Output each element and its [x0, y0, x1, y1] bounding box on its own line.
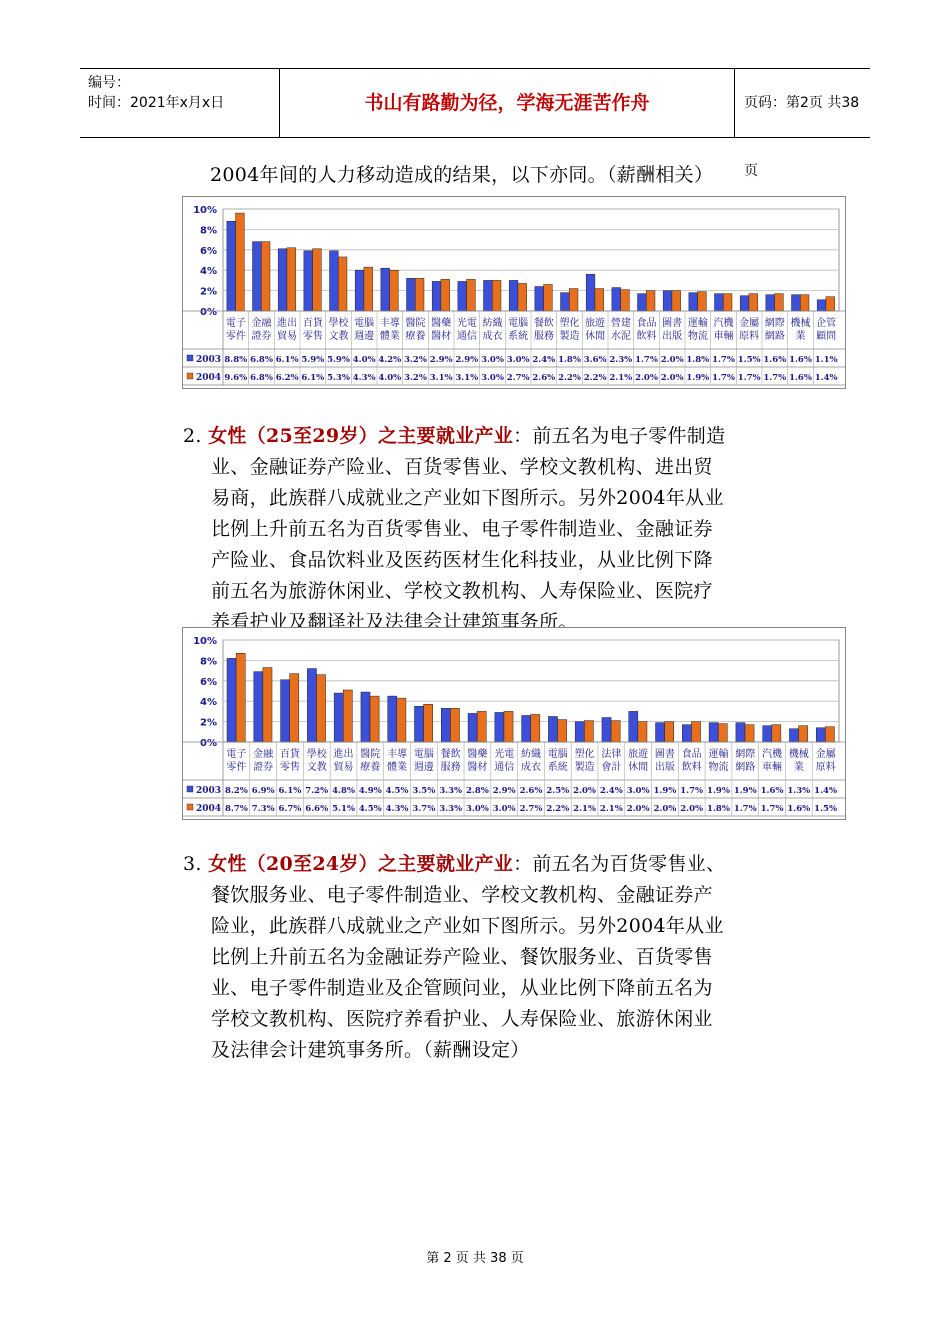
- data-label: 5.3%: [327, 373, 350, 383]
- bar-2003: [736, 723, 745, 742]
- header-motto: 书山有路勤为径，学海无涯苦作舟: [280, 69, 735, 137]
- data-label: 4.3%: [352, 373, 376, 383]
- bar-2004: [691, 722, 700, 742]
- bar-2003: [766, 295, 775, 311]
- bar-2004: [665, 722, 674, 742]
- legend-label: 2003: [196, 355, 222, 365]
- data-label: 3.2%: [404, 355, 427, 365]
- y-tick-label: 10%: [193, 636, 217, 647]
- data-label: 9.6%: [224, 373, 248, 383]
- bar-2004: [338, 257, 347, 311]
- data-label: 1.6%: [760, 786, 784, 796]
- bar-2004: [672, 291, 681, 311]
- header-time-label: 时间：2021年x月x日: [88, 95, 225, 111]
- data-label: 3.3%: [439, 786, 463, 796]
- data-label: 3.5%: [412, 786, 436, 796]
- bar-2004: [492, 280, 501, 311]
- bar-2003: [281, 680, 290, 742]
- data-label: 1.9%: [653, 786, 677, 796]
- x-tick-label: 電腦週邊: [413, 749, 434, 773]
- y-tick-label: 4%: [200, 697, 217, 709]
- section-2-line-1: [183, 421, 833, 452]
- section-2-line-6: 前五名为旅游休闲业、学校文教机构、人寿保险业、医院疗: [211, 580, 713, 602]
- data-label: 1.7%: [760, 804, 784, 814]
- bar-2004: [718, 724, 727, 742]
- x-tick-label: 金融證券: [253, 749, 274, 773]
- y-tick-label: 8%: [200, 656, 217, 668]
- bar-2003: [307, 669, 316, 742]
- x-tick-label: 電腦系統: [547, 749, 568, 773]
- bar-2003: [468, 713, 477, 742]
- x-tick-label: 金屬原料: [815, 749, 836, 773]
- bar-2004: [236, 213, 245, 311]
- x-tick-label: 學校文教: [328, 318, 349, 342]
- bar-2003: [509, 280, 518, 311]
- data-label: 1.7%: [737, 373, 761, 383]
- section-2-title: 女性（25至29岁）之主要就业产业: [208, 425, 514, 447]
- bar-2003: [763, 726, 772, 742]
- data-label: 3.0%: [481, 355, 504, 365]
- data-label: 1.6%: [787, 804, 811, 814]
- header-number-label: 编号：: [88, 75, 130, 91]
- x-tick-label: 光電通信: [456, 318, 477, 342]
- data-label: 6.1%: [278, 786, 302, 796]
- bar-2003: [548, 717, 557, 743]
- bar-2004: [595, 289, 604, 311]
- bar-2003: [789, 729, 798, 742]
- data-label: 1.6%: [789, 373, 812, 383]
- data-label: 4.3%: [385, 804, 409, 814]
- bar-2004: [799, 726, 808, 742]
- data-label: 2.0%: [680, 804, 704, 814]
- header-meta: [80, 69, 280, 137]
- y-tick-label: 10%: [193, 205, 217, 216]
- bar-2004: [415, 278, 424, 311]
- data-label: 2.1%: [573, 804, 597, 814]
- bar-2003: [535, 287, 544, 311]
- section-3: [183, 849, 833, 1066]
- bar-2004: [450, 708, 459, 742]
- data-label: 8.2%: [224, 786, 248, 796]
- bar-2004: [825, 727, 834, 742]
- section-2-line-3: 易商，此族群八成就业之产业如下图所示。另外2004年从业: [211, 487, 724, 509]
- legend-key-2004: [187, 804, 193, 810]
- data-label: 1.8%: [558, 355, 581, 365]
- data-label: 2.7%: [519, 804, 543, 814]
- bar-2004: [397, 698, 406, 742]
- bar-2003: [254, 672, 263, 742]
- x-tick-label: 運輸物流: [687, 318, 708, 342]
- legend-key-2004: [187, 373, 193, 379]
- bar-2004: [826, 297, 835, 311]
- bar-2004: [390, 270, 399, 311]
- bar-2003: [441, 708, 450, 742]
- section-2-number: 2.: [183, 425, 202, 447]
- data-label: 4.8%: [332, 786, 355, 796]
- bar-2003: [361, 692, 370, 742]
- bar-2003: [484, 280, 493, 311]
- data-label: 2.8%: [465, 786, 489, 796]
- bar-2004: [441, 279, 450, 311]
- bar-2003: [522, 715, 531, 742]
- bar-2003: [629, 711, 638, 742]
- x-tick-label: 金融證券: [251, 318, 272, 342]
- data-label: 4.5%: [358, 804, 382, 814]
- data-label: 2.0%: [573, 786, 597, 796]
- data-label: 3.7%: [412, 804, 436, 814]
- data-label: 6.8%: [250, 373, 273, 383]
- data-label: 3.1%: [429, 373, 453, 383]
- data-label: 2.0%: [653, 804, 677, 814]
- data-label: 3.0%: [481, 373, 504, 383]
- section-2-line-4: 比例上升前五名为百货零售业、电子零件制造业、金融证券: [211, 518, 713, 540]
- y-tick-label: 2%: [200, 717, 217, 729]
- x-tick-label: 醫院療養: [405, 318, 426, 342]
- x-tick-label: 旅遊休閒: [628, 749, 649, 773]
- data-label: 1.7%: [733, 804, 757, 814]
- bar-2003: [304, 251, 313, 311]
- y-tick-label: 4%: [200, 266, 217, 278]
- bar-2003: [227, 658, 236, 742]
- bar-2003: [388, 696, 397, 742]
- data-label: 2.9%: [492, 786, 516, 796]
- data-label: 6.7%: [278, 804, 302, 814]
- data-label: 2.9%: [455, 355, 479, 365]
- x-tick-label: 運輸物流: [708, 749, 729, 773]
- y-tick-label: 0%: [200, 307, 217, 318]
- bar-2004: [638, 722, 647, 742]
- data-label: 2.3%: [609, 355, 633, 365]
- data-label: 3.6%: [583, 355, 607, 365]
- bar-2003: [575, 722, 584, 742]
- data-label: 1.7%: [635, 355, 658, 365]
- data-label: 1.8%: [686, 355, 710, 365]
- section-3-line-5: 业、电子零件制造业及企管顾问业，从业比例下降前五名为: [211, 977, 713, 999]
- y-tick-label: 6%: [200, 245, 217, 257]
- bar-2004: [544, 284, 553, 311]
- section-3-line-1: [183, 849, 833, 880]
- x-tick-label: 丰導體業: [379, 318, 400, 342]
- section-2-line-2: 业、金融证券产险业、百货零售业、学校文教机构、进出贸: [211, 456, 713, 478]
- section-3-line-3: 险业，此族群八成就业之产业如下图所示。另外2004年从业: [211, 915, 724, 937]
- bar-2003: [253, 242, 262, 311]
- bar-2003: [715, 294, 724, 311]
- bar-2003: [682, 725, 691, 742]
- bar-2004: [477, 711, 486, 742]
- data-label: 3.0%: [465, 804, 489, 814]
- data-label: 1.4%: [814, 786, 838, 796]
- bar-2004: [646, 291, 655, 311]
- section-3-body-1: ：前五名为百货零售业、: [513, 853, 726, 875]
- x-tick-label: 汽機車輛: [713, 318, 734, 342]
- bar-2004: [313, 249, 322, 311]
- x-tick-label: 百貨零售: [302, 318, 323, 342]
- legend-label: 2003: [196, 786, 222, 796]
- data-label: 7.2%: [305, 786, 329, 796]
- data-label: 5.1%: [332, 804, 355, 814]
- y-tick-label: 0%: [200, 738, 217, 749]
- bar-2004: [518, 283, 527, 311]
- chart-1: [182, 196, 846, 389]
- bar-2004: [558, 720, 567, 742]
- data-label: 6.2%: [275, 373, 299, 383]
- data-label: 5.9%: [301, 355, 325, 365]
- bar-2004: [531, 714, 540, 742]
- data-label: 8.7%: [224, 804, 248, 814]
- data-label: 2.9%: [429, 355, 453, 365]
- data-label: 3.3%: [439, 804, 463, 814]
- bar-2004: [467, 279, 476, 311]
- bar-2003: [586, 274, 595, 311]
- bar-2003: [355, 270, 364, 311]
- data-label: 7.3%: [251, 804, 275, 814]
- data-label: 2.1%: [609, 373, 633, 383]
- bar-2004: [698, 292, 707, 311]
- data-label: 1.7%: [712, 373, 735, 383]
- bar-2003: [495, 712, 504, 742]
- data-label: 4.2%: [378, 355, 402, 365]
- data-label: 2.4%: [599, 786, 623, 796]
- bar-2004: [424, 704, 433, 742]
- data-label: 1.5%: [814, 804, 838, 814]
- x-tick-label: 企管顧問: [816, 318, 837, 342]
- bar-2004: [745, 725, 754, 742]
- data-label: 4.9%: [358, 786, 382, 796]
- legend-key-2003: [187, 786, 193, 792]
- x-tick-label: 進出貿易: [277, 318, 298, 342]
- intro-line: 2004年间的人力移动造成的结果，以下亦同。（薪酬相关）: [210, 164, 714, 186]
- bar-2003: [407, 278, 416, 311]
- bar-2003: [816, 728, 825, 742]
- bar-2003: [381, 268, 390, 311]
- bar-2003: [663, 291, 672, 311]
- y-tick-label: 2%: [200, 286, 217, 298]
- data-label: 2.0%: [635, 373, 658, 383]
- legend-label: 2004: [196, 373, 222, 383]
- data-label: 3.1%: [455, 373, 479, 383]
- x-tick-label: 塑化製造: [574, 749, 595, 773]
- x-tick-label: 網際網路: [735, 749, 756, 773]
- data-label: 2.5%: [546, 786, 570, 796]
- data-label: 6.8%: [250, 355, 273, 365]
- data-label: 2.0%: [660, 355, 684, 365]
- x-tick-label: 電子零件: [225, 318, 246, 342]
- x-tick-label: 旅遊休閒: [585, 318, 606, 342]
- x-tick-label: 紡織成衣: [482, 318, 503, 342]
- bar-2003: [227, 221, 236, 311]
- x-tick-label: 百貨零售: [279, 749, 300, 773]
- bar-2003: [278, 249, 287, 311]
- x-tick-label: 營建水泥: [610, 318, 631, 342]
- x-tick-label: 餐飲服務: [440, 749, 461, 773]
- data-label: 4.5%: [385, 786, 409, 796]
- bar-2003: [602, 718, 611, 742]
- bar-2003: [817, 300, 826, 311]
- bar-2004: [236, 653, 245, 742]
- bar-2004: [287, 248, 296, 311]
- bar-2003: [740, 296, 749, 311]
- bar-2004: [611, 721, 620, 742]
- data-label: 3.0%: [492, 804, 516, 814]
- x-tick-label: 圖書出版: [654, 749, 675, 773]
- x-tick-label: 光電通信: [494, 749, 515, 773]
- data-label: 2.6%: [519, 786, 543, 796]
- bar-2004: [263, 668, 272, 742]
- y-tick-label: 8%: [200, 225, 217, 237]
- bar-2003: [561, 293, 570, 311]
- bar-2004: [364, 267, 373, 311]
- data-label: 1.5%: [737, 355, 761, 365]
- bar-2003: [458, 281, 467, 311]
- data-label: 3.0%: [506, 355, 530, 365]
- data-label: 5.9%: [327, 355, 350, 365]
- bar-2003: [689, 293, 698, 311]
- bar-2004: [775, 294, 784, 311]
- data-label: 2.2%: [583, 373, 607, 383]
- bar-2004: [569, 289, 578, 311]
- legend-key-2003: [187, 355, 193, 361]
- data-label: 1.7%: [680, 786, 704, 796]
- x-tick-label: 金屬原料: [739, 318, 760, 342]
- x-tick-label: 醫藥醫材: [431, 318, 452, 342]
- x-tick-label: 醫院療養: [360, 749, 381, 773]
- x-tick-label: 機械業: [788, 749, 809, 773]
- bar-2003: [414, 706, 423, 742]
- data-label: 2.7%: [506, 373, 530, 383]
- x-tick-label: 餐飲服務: [533, 318, 554, 342]
- bar-2004: [261, 242, 270, 311]
- x-tick-label: 電腦系統: [508, 318, 529, 342]
- bar-2004: [723, 294, 732, 311]
- x-tick-label: 機械業: [790, 318, 811, 342]
- x-tick-label: 汽機車輛: [762, 749, 783, 773]
- x-tick-label: 塑化製造: [559, 318, 580, 342]
- bar-2004: [370, 696, 379, 742]
- data-label: 2.1%: [599, 804, 623, 814]
- section-2: [183, 421, 833, 638]
- section-3-title: 女性（20至24岁）之主要就业产业: [208, 853, 514, 875]
- data-label: 2.0%: [626, 804, 650, 814]
- bar-2003: [638, 294, 647, 311]
- bar-2004: [621, 290, 630, 311]
- data-label: 1.7%: [712, 355, 735, 365]
- section-3-line-6: 学校文教机构、医院疗养看护业、人寿保险业、旅游休闲业: [211, 1008, 713, 1030]
- data-label: 1.3%: [787, 786, 811, 796]
- data-label: 2.6%: [532, 373, 556, 383]
- x-tick-label: 電腦週邊: [354, 318, 375, 342]
- section-3-line-7: 及法律会计建筑事务所。（薪酬设定）: [211, 1039, 530, 1061]
- data-label: 1.4%: [814, 373, 838, 383]
- data-label: 8.8%: [224, 355, 248, 365]
- data-label: 1.6%: [763, 355, 787, 365]
- data-label: 2.2%: [546, 804, 570, 814]
- data-label: 1.9%: [707, 786, 730, 796]
- section-2-line-5: 产险业、食品饮料业及医药医材生化科技业，从业比例下降: [211, 549, 713, 571]
- data-label: 4.0%: [378, 373, 402, 383]
- x-tick-label: 圖書出版: [662, 318, 683, 342]
- section-2-body-1: ：前五名为电子零件制造: [513, 425, 726, 447]
- data-label: 1.7%: [763, 373, 787, 383]
- data-label: 2.0%: [660, 373, 684, 383]
- x-tick-label: 電子零件: [226, 749, 247, 773]
- bar-2003: [330, 251, 339, 311]
- x-tick-label: 進出貿易: [333, 749, 354, 773]
- bar-2003: [709, 723, 718, 742]
- bar-2003: [612, 288, 621, 311]
- x-tick-label: 網際網路: [764, 318, 785, 342]
- x-tick-label: 食品飲料: [636, 318, 657, 342]
- data-label: 6.6%: [305, 804, 329, 814]
- data-label: 1.9%: [686, 373, 710, 383]
- bar-2004: [343, 690, 352, 742]
- section-2-line-7: 养看护业及翻译社及法律会计建筑事务所。: [211, 611, 578, 633]
- bar-2003: [792, 295, 801, 311]
- data-label: 1.1%: [814, 355, 838, 365]
- data-label: 3.2%: [404, 373, 427, 383]
- data-label: 1.9%: [733, 786, 757, 796]
- header-page-info: 页码：第2页 共38页: [744, 95, 860, 179]
- chart-2: [182, 627, 846, 820]
- bar-2003: [656, 723, 665, 742]
- x-tick-label: 學校文教: [306, 749, 327, 773]
- x-tick-label: 丰導體業: [387, 749, 408, 773]
- bar-2003: [432, 281, 441, 311]
- x-tick-label: 法律會計: [601, 749, 622, 773]
- data-label: 2.2%: [558, 373, 581, 383]
- data-label: 6.1%: [275, 355, 299, 365]
- section-3-number: 3.: [183, 853, 202, 875]
- data-label: 4.0%: [352, 355, 376, 365]
- data-label: 6.1%: [301, 373, 325, 383]
- bar-2004: [290, 674, 299, 742]
- page-footer: 第 2 页 共 38 页: [426, 1251, 524, 1266]
- legend-label: 2004: [196, 804, 222, 814]
- bar-2004: [316, 675, 325, 742]
- data-label: 1.6%: [789, 355, 812, 365]
- bar-2004: [584, 721, 593, 742]
- section-3-line-2: 餐饮服务业、电子零件制造业、学校文教机构、金融证券产: [211, 884, 713, 906]
- bar-2004: [504, 711, 513, 742]
- bar-2004: [749, 294, 758, 311]
- data-label: 1.8%: [707, 804, 730, 814]
- x-tick-label: 食品飲料: [681, 749, 702, 773]
- section-3-line-4: 比例上升前五名为金融证券产险业、餐饮服务业、百货零售: [211, 946, 713, 968]
- data-label: 2.4%: [532, 355, 556, 365]
- y-tick-label: 6%: [200, 676, 217, 688]
- x-tick-label: 醫藥醫材: [467, 749, 488, 773]
- x-tick-label: 紡織成衣: [521, 749, 541, 773]
- bar-2004: [800, 295, 809, 311]
- bar-2003: [334, 693, 343, 742]
- data-label: 3.0%: [626, 786, 650, 796]
- data-label: 6.9%: [251, 786, 275, 796]
- bar-2004: [772, 725, 781, 742]
